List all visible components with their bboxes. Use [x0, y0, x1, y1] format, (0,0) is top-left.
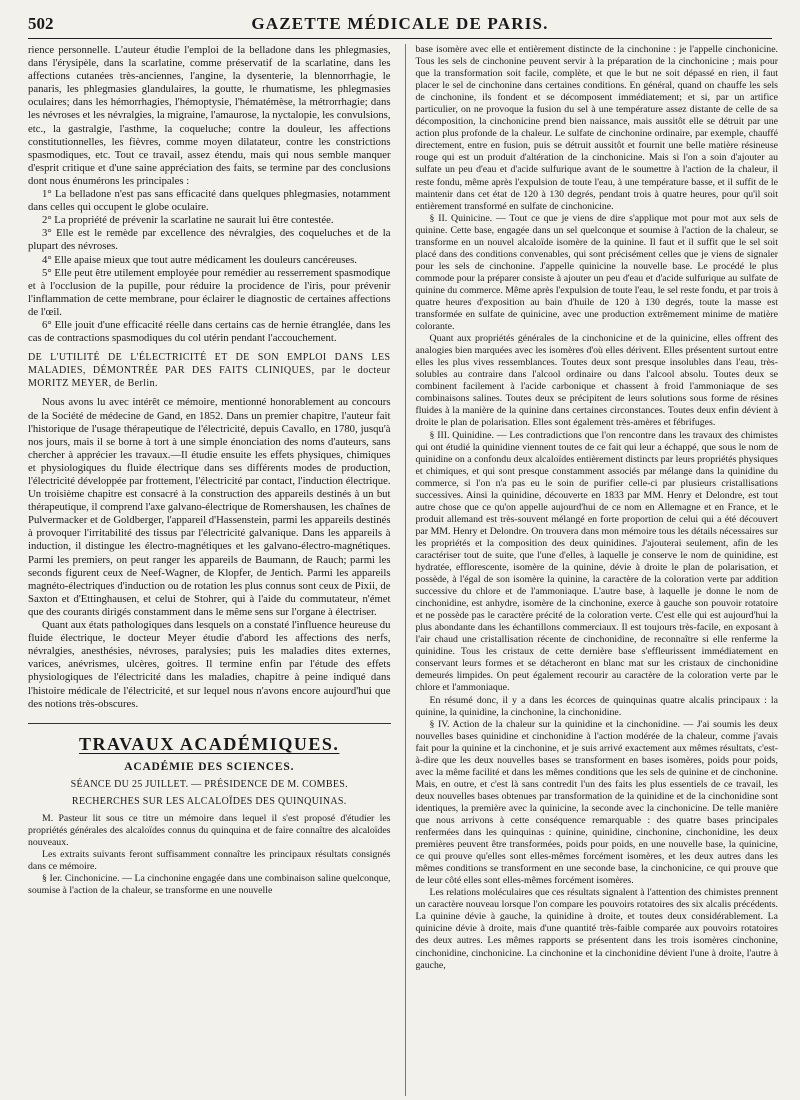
- summary-paragraph: En résumé donc, il y a dans les écorces de quinquinas quatre alcalis principaux : la quinine, la quinidine, la cinchonine, la cinchonidine.: [415, 694, 778, 718]
- pasteur-paragraph: M. Pasteur lit sous ce titre un mémoire dans lequel il s'est proposé d'étudier les propriétés générales des alcaloïdes connus du quinquina et de faire connaître des alcaloïdes nouveaux.: [28, 812, 391, 848]
- conclusion-5: 5° Elle peut être utilement employée pour remédier au resserrement spasmodique et à l'occlusion de la pupille, pour réduire la procidence de l'iris, pour prévenir l'inflammation de cette membrane, pour éclairer le diagnostic de certaines affections de l'œil.: [28, 266, 391, 318]
- electricity-article-title: DE L'UTILITÉ DE L'ÉLECTRICITÉ ET DE SON EMPLOI DANS LES MALADIES, DÉMONTRÉE PAR DES FAITS CLINIQUES, par le docteur MORITZ MEYER, de Berlin.: [28, 352, 391, 390]
- quinicine-paragraph: § II. Quinicine. — Tout ce que je viens de dire s'applique mot pour mot aux sels de quinine. Cette base, engagée dans un sel quelconque et soumise à l'action de la chaleur, se transforme en un nouvel alcaloïde isomère de la quinine. Il faut et il suffit que le sel soit placé dans des conditions convenables, qui sont précisément celles que je viens de signaler pour les sels de cinchonine. J'appelle quinicine la nouvelle base. Le procédé le plus commode pour la préparer consiste à ajouter un peu d'eau et d'acide sulfurique au sulfate de quinine du commerce. Même après l'expulsion de toute l'eau, le sel reste fondu, et par trois à quatre heures d'exposition au bain d'huile de 120 à 130 degrés, toute la masse est transformée en sulfate de quinicine, avec une production extrêmement minime de matière colorante.: [415, 212, 778, 333]
- page-number: 502: [28, 14, 54, 33]
- right-column: [405, 44, 779, 1096]
- conclusion-6: 6° Elle jouit d'une efficacité réelle dans certains cas de hernie étranglée, dans les cas de contractions spasmodiques du col utérin pendant l'accouchement.: [28, 318, 391, 345]
- quinidine-paragraph: § III. Quinidine. — Les contradictions que l'on rencontre dans les travaux des chimistes qui ont étudié la quinidine viennent toutes de ce fait qui leur a échappé, que sous le nom de quinidine on a confondu deux alcaloïdes entièrement distincts par leurs propriétés physiques et chimiques, et qui sont presque constamment associés par mélange dans la quinidine du commerce, si l'on n'a pas eu le soin de purifier celle-ci par plusieurs cristallisations successives. Ainsi la quinidine, découverte en 1833 par MM. Henry et Delondre, est tout autre chose que ce qu'on appelle aujourd'hui de ce nom en Allemagne et en France, et le produit allemand est très-souvent mélangé en forte proportion de celui qui a été découvert par MM. Henry et Delondre. On trouvera dans mon mémoire tous les détails nécessaires sur les propriétés et la composition des deux quinidines. J'ajouterai seulement, afin de les caractériser tout de suite, que l'une d'elles, à laquelle je conserve le nom de quinidine, est hydratée, efflorescente, isomère de la quinine, dévie à droite le plan de polarisation, et possède, à l'égal de son isomère la quinine, la caractère de la coloration verte par addition successive du chlore et de l'ammoniaque. L'autre base, à laquelle je donne le nom de cinchonidine, est anhydre, isomère de la cinchonine, exerce à gauche son pouvoir rotatoire et ne possède pas le caractère précité de la coloration verte. C'est elle qui est aujourd'hui la plus abondante dans les échantillons commerciaux. Il est toujours très-facile, en exposant à l'air chaud une cristallisation récente de cinchonidine, de reconnaître si elle renferme la quinidine. Tous les cristaux de cette dernière base s'effleurissent immédiatement en conservant leurs formes et se détacheront en blanc mat sur les cristaux de cinchonidine demeurés limpides. On peut également recourir au caractère de la coloration verte par le chlore et l'ammoniaque.: [415, 429, 778, 694]
- page-header: [28, 14, 772, 39]
- left-column: [28, 44, 391, 1096]
- conclusion-3: 3° Elle est le remède par excellence des névralgies, des coqueluches et de la plupart des névroses.: [28, 227, 391, 253]
- molecular-relations-paragraph: Les relations moléculaires que ces résultats signalent à l'attention des chimistes prennent un caractère nouveau lorsque l'on compare les pouvoirs rotatoires des six alcalis précédents. La quinine dévie à gauche, la quinidine à droite, et toutes deux considérablement. La quinicine dévie à droite, mais d'une quantité très-faible comparée aux pouvoirs rotatoires des deux autres. Les mêmes rapports se présentent dans les trois isomères cinchonine, cinchonidine, cinchonicine. La cinchonine et la cinchonidine dévient l'une à droite, l'autre à gauche,: [415, 887, 778, 971]
- text-columns: [28, 44, 778, 1096]
- academy-heading: ACADÉMIE DES SCIENCES.: [124, 760, 295, 773]
- electricity-paragraph-2: Quant aux états pathologiques dans lesquels on a constaté l'influence heureuse du fluide électrique, le docteur Meyer étudie d'abord les affections des nerfs, névralgies, anesthésies, névroses, paralysies; puis les maladies dites externes, varices, anévrismes, ulcères, goitres. Il termine enfin par l'étude des effets physiologiques de l'électricité dans les maladies, chapitre à peine indiqué dans l'histoire médicale de l'électricité, et sur lequel nous n'avons encore aujourd'hui que des notions très-obscures.: [28, 619, 391, 710]
- properties-paragraph: Quant aux propriétés générales de la cinchonicine et de la quinicine, elles offrent des analogies bien marquées avec les isomères d'où elles dérivent. Elles présentent surtout entre elles les plus vives ressemblances. Toutes deux sont presque insolubles dans l'eau, très-solubles au contraire dans l'alcool ordinaire ou dans l'alcool absolu. Toutes deux se combinent facilement à l'acide carbonique et chassent à froid l'ammoniaque de ses combinaisons salines. Toutes deux se précipitent de leurs solutions sous forme de résines fluides à la manière de la quinine dans certaines circonstances. Toutes deux enfin dévient à droite le plan de polarisation. Elles sont également très-amères et fébrifuges.: [415, 333, 778, 429]
- conclusion-1: 1° La belladone n'est pas sans efficacité dans quelques phlegmasies, notamment dans celles qui occupent le globe oculaire.: [28, 188, 391, 214]
- electricity-paragraph-1: Nous avons lu avec intérêt ce mémoire, mentionné honorablement au concours de la Société de médecine de Gand, en 1852. Dans un premier chapitre, l'auteur fait l'historique de l'usage thérapeutique de l'électricité, depuis Cavallo, en 1780, jusqu'à nos jours, mais il se borne à tort à une simple énonciation des noms d'auteurs, sans chercher à apprécier les travaux.—Il étudie ensuite les effets physiques, chimiques et physiologiques du fluide électrique dans ses différents modes de production, l'électricité développée par frottement, l'électricité par contact, l'induction électrique. Un troisième chapitre est consacré à la construction des appareils destinés à un but thérapeutique, il comprend l'axe galvano-électrique de Romershausen, les chaînes de Pulvermacker et de Goldberger, l'appareil d'Hassenstein, parmi les appareils destinés à provoquer l'irritabilité des tissus par l'électricité galvanique. Dans les appareils à induction, il distingue les électro-magnétiques et les galvano-électro-magnétiques. Parmi les premiers, on peut ranger les appareils de Baumann, de Rauch; parmi les seconds figurent ceux de Neef-Wagner, de Klopfer, de Jentich. Parmi les appareils magnéto-électriques d'induction ou de rotation les plus connus sont ceux de Pixii, de Saxton et d'Ettinghausen, et celui de Stohrer, qui à l'aide du commutateur, n'émet que des courants dirigés constamment dans le même sens sur l'organe à électriser.: [28, 396, 391, 618]
- section-divider: [28, 723, 391, 724]
- cinchonicine-paragraph-continued: base isomère avec elle et entièrement distincte de la cinchonine : je l'appelle cinchonicine. Tous les sels de cinchonine peuvent servir à la préparation de la cinchonicine ; mais pour que la transformation soit facile, complète, et que le but ne soit dépassé en rien, il faut placer le sel de cinchonine dans certaines conditions. En général, quand on chauffe les sels de cinchonine, ils fondent et se décomposent immédiatement; et si, par un artifice particulier, on ne provoque la fusion du sel à une température assez distante de celle de sa décomposition, la cinchonicine prend bien naissance, mais aussitôt elle se détruit par une action plus profonde de la chaleur. Le sulfate de cinchonine ordinaire, par exemple, chauffé directement, entre en fusion, puis se détruit aussitôt et fournit une belle matière résineuse rouge qui est un produit d'altération de la cinchonicine. Mais si l'on a soin d'ajouter au sulfate un peu d'eau et d'acide sulfurique avant de le soumettre à l'action de la chaleur, il reste fondu, même après l'expulsion de toute l'eau, à une température basse, et il suffit de le maintenir dans cet état de 120 à 130 degrés, pendant trois à quatre heures, pour qu'il soit entièrement transformé en sulfate de cinchonicine.: [415, 44, 778, 212]
- recherches-heading: RECHERCHES SUR LES ALCALOÏDES DES QUINQUINAS.: [71, 795, 347, 807]
- conclusion-4: 4° Elle apaise mieux que tout autre médicament les douleurs cancéreuses.: [42, 253, 357, 266]
- cinchonicine-paragraph-start: § Ier. Cinchonicine. — La cinchonine engagée dans une combinaison saline quelconque, soumise à l'action de la chaleur, se transforme en une nouvelle: [28, 872, 391, 896]
- section-heading: TRAVAUX ACADÉMIQUES.: [79, 733, 340, 754]
- belladonna-paragraph: rience personnelle. L'auteur étudie l'emploi de la belladone dans les phlegmasies, dans l'érysipèle, dans la scarlatine, comme préservatif de la scarlatine, dans les affections cutanées très-anciennes, l'angine, la dysenterie, la blennorrhagie, le panaris, les phlegmasies glandulaires, la goutte, le rhumatisme, les phlegmasies oculaires; dans les hémorrhagies, l'hémoptysie, l'hématémèse, la métrorrhagie; dans les névroses et les névralgies, la migraine, l'amaurose, la nyctalopie, les convulsions, etc., la gastralgie, l'asthme, la coqueluche; contre la douleur, les affections constitutionnelles, les fièvres, comme moyen dilatateur, contre les constrictions spasmodiques, etc. Tout ce travail, assez étendu, mais qui nous semble manquer d'esprit critique et d'une saine appréciation des faits, se termine par des conclusions dont nous énumérons les principales :: [28, 44, 391, 187]
- seance-line: SÉANCE DU 25 JUILLET. — PRÉSIDENCE DE M. COMBES.: [70, 778, 348, 790]
- conclusion-2: 2° La propriété de prévenir la scarlatine ne saurait lui être contestée.: [42, 214, 334, 227]
- heat-action-paragraph: § IV. Action de la chaleur sur la quinidine et la cinchonidine. — J'ai soumis les deux nouvelles bases quinidine et cinchonidine à l'action modérée de la chaleur, comme j'avais fait pour la quinine et la cinchonine, et je suis arrivé exactement aux mêmes résultats, c'est-à-dire que les deux nouvelles bases se transforment en bases isomères, poids pour poids, avec la même facilité et dans les mêmes conditions que les sels de quinine et de cinchonine. Mais, en outre, et c'est là sans contredit l'un des faits les plus essentiels de ce travail, les deux nouvelles bases obtenues par transformation de la quinidine et de la cinchonidine sont identiques, la première avec la quinicine, la seconde avec la cinchonicine. De telle manière que nous arrivons à cette conséquence remarquable : des quatre bases principales renfermées dans les quinquinas : quinine, quinidine, cinchonine, cinchonidine, les deux premières peuvent être transformées, poids pour poids, en une nouvelle base, la quinicine, ce qui prouve qu'elles sont elles-mêmes forcément isomères, et les deux autres dans les mêmes conditions se transforment en une seconde base, la cinchonicine, ce qui prouve que de leur côté elles sont elles-mêmes forcément isomères.: [415, 718, 778, 887]
- extracts-paragraph: Les extraits suivants feront suffisamment connaître les principaux résultats consignés dans ce mémoire.: [28, 848, 391, 872]
- journal-title: GAZETTE MÉDICALE DE PARIS.: [251, 14, 549, 33]
